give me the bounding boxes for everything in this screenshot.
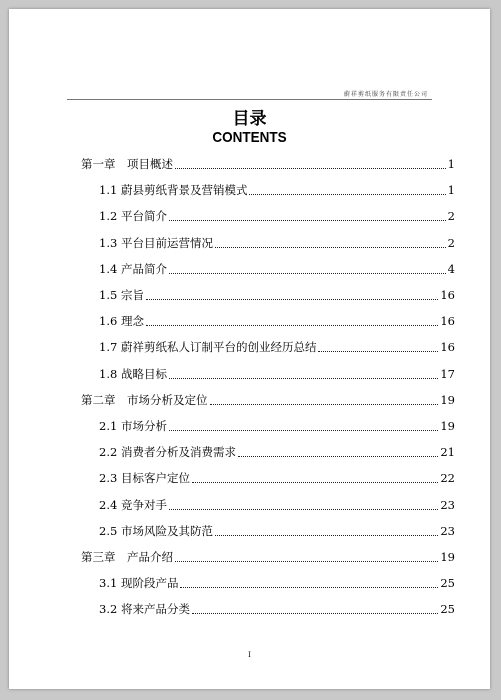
toc-entry-page: 2 <box>447 209 455 224</box>
toc-entry-page: 23 <box>440 497 455 512</box>
toc-entry-page: 23 <box>440 523 455 538</box>
toc-entry-page: 25 <box>440 576 455 591</box>
toc-entry-page: 19 <box>440 392 455 407</box>
toc-entry-label: 第一章 项目概述 <box>81 157 173 171</box>
toc-entry[interactable] <box>99 497 455 513</box>
toc-leader-dots <box>169 219 446 221</box>
toc-leader-dots <box>169 508 438 510</box>
toc-entry-label: 2.5 市场风险及其防范 <box>99 523 213 538</box>
toc-entry-label: 3.2 将来产品分类 <box>99 602 190 617</box>
toc-leader-dots <box>169 272 446 274</box>
toc-leader-dots <box>146 298 438 300</box>
toc-entry-label: 1.6 理念 <box>99 314 144 329</box>
toc-entry-label: 1.1 蔚县剪纸背景及营销模式 <box>99 183 248 198</box>
toc-entry-label: 1.4 产品简介 <box>99 261 167 276</box>
toc-entry[interactable] <box>99 366 455 382</box>
toc-entry-label: 第三章 产品介绍 <box>81 550 173 564</box>
toc-leader-dots <box>249 193 445 195</box>
toc-entry-page: 1 <box>447 157 455 171</box>
company-header: 蔚祥剪纸服务有限责任公司 <box>343 91 428 98</box>
toc-entry[interactable] <box>99 418 455 434</box>
toc-entry-page: 2 <box>447 235 455 250</box>
toc-entry-page: 4 <box>447 261 455 276</box>
toc-entry[interactable] <box>99 235 455 251</box>
toc-entry-label: 1.3 平台目前运营情况 <box>99 235 213 250</box>
toc-leader-dots <box>146 324 438 326</box>
toc-leader-dots <box>169 429 438 431</box>
toc-entry-label: 1.5 宗旨 <box>99 288 144 302</box>
toc-entry[interactable] <box>99 575 455 591</box>
toc-entry-page: 25 <box>440 602 455 617</box>
toc-entry-page: 21 <box>440 445 455 460</box>
toc-leader-dots <box>215 246 446 248</box>
toc-entry[interactable] <box>99 444 455 460</box>
toc-entry-page: 19 <box>440 419 455 433</box>
toc-entry-page: 16 <box>440 340 455 355</box>
toc-entry[interactable] <box>99 601 455 617</box>
footer-page-number: I <box>248 651 251 659</box>
toc-leader-dots <box>215 534 438 536</box>
toc-leader-dots <box>192 612 438 614</box>
toc-entry-label: 2.1 市场分析 <box>99 419 167 433</box>
toc-entry[interactable] <box>99 261 455 277</box>
toc-leader-dots <box>318 350 438 352</box>
page-subtitle: CONTENTS <box>212 129 287 146</box>
toc-leader-dots <box>180 586 438 588</box>
toc-entry-label: 1.2 平台简介 <box>99 209 167 224</box>
toc-entry-label: 1.8 战略目标 <box>99 366 167 381</box>
toc-entry[interactable] <box>99 182 455 198</box>
toc-entry-label: 2.4 竞争对手 <box>99 497 167 512</box>
toc-entry-page: 22 <box>440 471 455 486</box>
toc-leader-dots <box>175 167 446 169</box>
toc-entry[interactable] <box>99 523 455 539</box>
toc-entry-page: 16 <box>440 288 455 302</box>
toc-entry-page: 19 <box>440 550 455 564</box>
toc-entry-label: 2.3 目标客户定位 <box>99 471 190 486</box>
toc-entry[interactable] <box>99 339 455 355</box>
toc-entry-label: 3.1 现阶段产品 <box>99 576 179 591</box>
toc-leader-dots <box>238 455 438 457</box>
toc-entry-page: 16 <box>440 314 455 329</box>
toc-entry-label: 1.7 蔚祥剪纸私人订制平台的创业经历总结 <box>99 340 317 355</box>
page-title: 目录 <box>232 109 267 129</box>
toc-entry[interactable] <box>99 208 455 224</box>
toc-entry[interactable] <box>99 313 455 329</box>
toc-entry[interactable] <box>81 549 455 565</box>
document-page <box>9 9 490 689</box>
toc-entry-page: 1 <box>447 183 455 198</box>
toc-leader-dots <box>192 481 438 483</box>
toc-entry[interactable] <box>99 470 455 486</box>
toc-entry[interactable] <box>99 287 455 303</box>
toc-leader-dots <box>169 377 438 379</box>
table-of-contents <box>9 9 490 689</box>
toc-entry-page: 17 <box>440 366 455 381</box>
toc-entry-label: 第二章 市场分析及定位 <box>81 392 208 407</box>
toc-entry[interactable] <box>81 156 455 172</box>
toc-entry[interactable] <box>81 392 455 408</box>
toc-leader-dots <box>175 560 438 562</box>
toc-entry-label: 2.2 消费者分析及消费需求 <box>99 445 236 460</box>
toc-leader-dots <box>210 403 439 405</box>
